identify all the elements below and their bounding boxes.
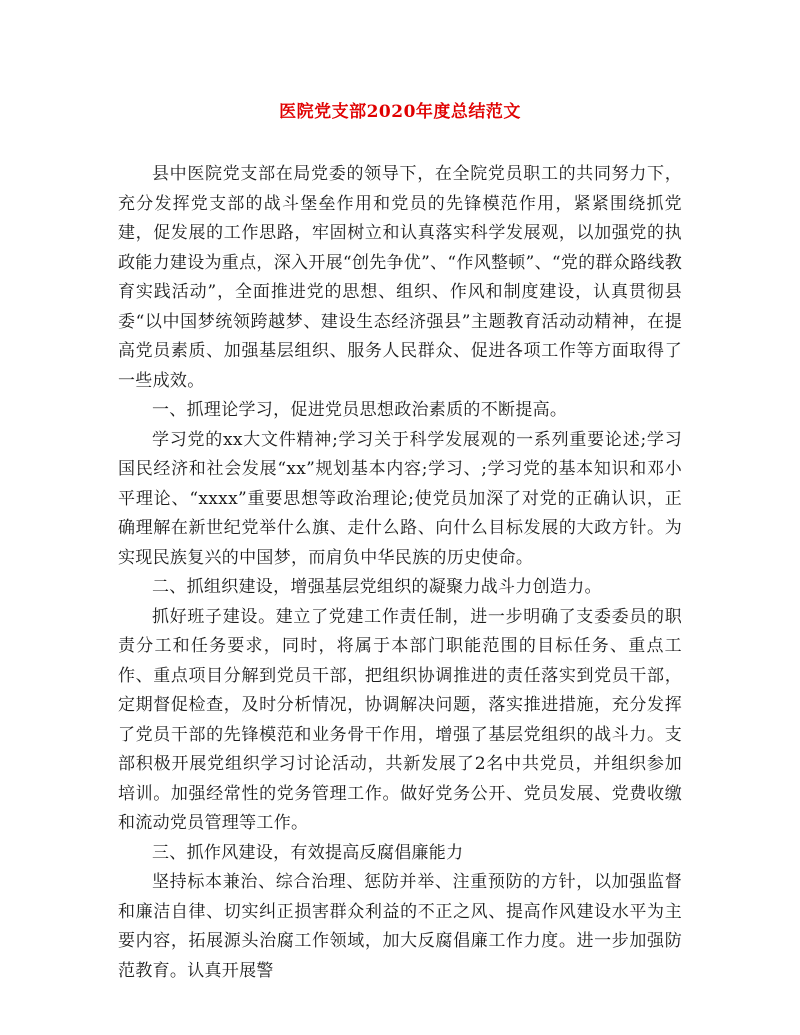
- section-heading-work-style: 三、抓作风建设，有效提高反腐倡廉能力: [152, 842, 464, 863]
- section-heading-theory-study: 一、抓理论学习，促进党员思想政治素质的不断提高。: [152, 400, 568, 420]
- paragraph-theory-study: 学习党的xx大文件精神;学习关于科学发展观的一系列重要论述;学习国民经济和社会发展“xx”规划基本内容;学习、;学习党的基本知识和邓小平理论、“xxxx”重要思想等政治理论;使党员加深了对党的正确认识，正确理解在新世纪党举什么旗、走什么路、向什么目标发展的大政方针。为实现民族复兴的中国梦，而肩负中华民族的历史使命。: [118, 429, 682, 568]
- document-title: 医院党支部2020年度总结范文: [279, 102, 521, 122]
- document-page: [118, 100, 682, 986]
- paragraph-organization: 抓好班子建设。建立了党建工作责任制，进一步明确了支委委员的职责分工和任务要求，同时，将属于本部门职能范围的目标任务、重点工作、重点项目分解到党员干部，把组织协调推进的责任落实到党员干部，定期督促检查，及时分析情况，协调解决问题，落实推进措施，充分发挥了党员干部的先锋模范和业务骨干作用，增强了基层党组织的战斗力。支部积极开展党组织学习讨论活动，共新发展了2名中共党员，并组织参加培训。加强经常性的党务管理工作。做好党务公开、党员发展、党费收缴和流动党员管理等工作。: [118, 606, 682, 833]
- paragraph-work-style: 坚持标本兼治、综合治理、惩防并举、注重预防的方针，以加强监督和廉洁自律、切实纠正损害群众利益的不正之风、提高作风建设水平为主要内容，拓展源头治腐工作领域，加大反腐倡廉工作力度。进一步加强防范教育。认真开展警: [118, 872, 682, 981]
- paragraph-intro: 县中医院党支部在局党委的领导下，在全院党员职工的共同努力下，充分发挥党支部的战斗堡垒作用和党员的先锋模范作用，紧紧围绕抓党建，促发展的工作思路，牢固树立和认真落实科学发展观，以加强党的执政能力建设为重点，深入开展“创先争优”、“作风整顿”、“党的群众路线教育实践活动”，全面推进党的思想、组织、作风和制度建设，认真贯彻县委“以中国梦统领跨越梦、建设生态经济强县”主题教育活动动精神，在提高党员素质、加强基层组织、服务人民群众、促进各项工作等方面取得了一些成效。: [118, 164, 682, 391]
- section-heading-organization: 二、抓组织建设，增强基层党组织的凝聚力战斗力创造力。: [152, 577, 602, 597]
